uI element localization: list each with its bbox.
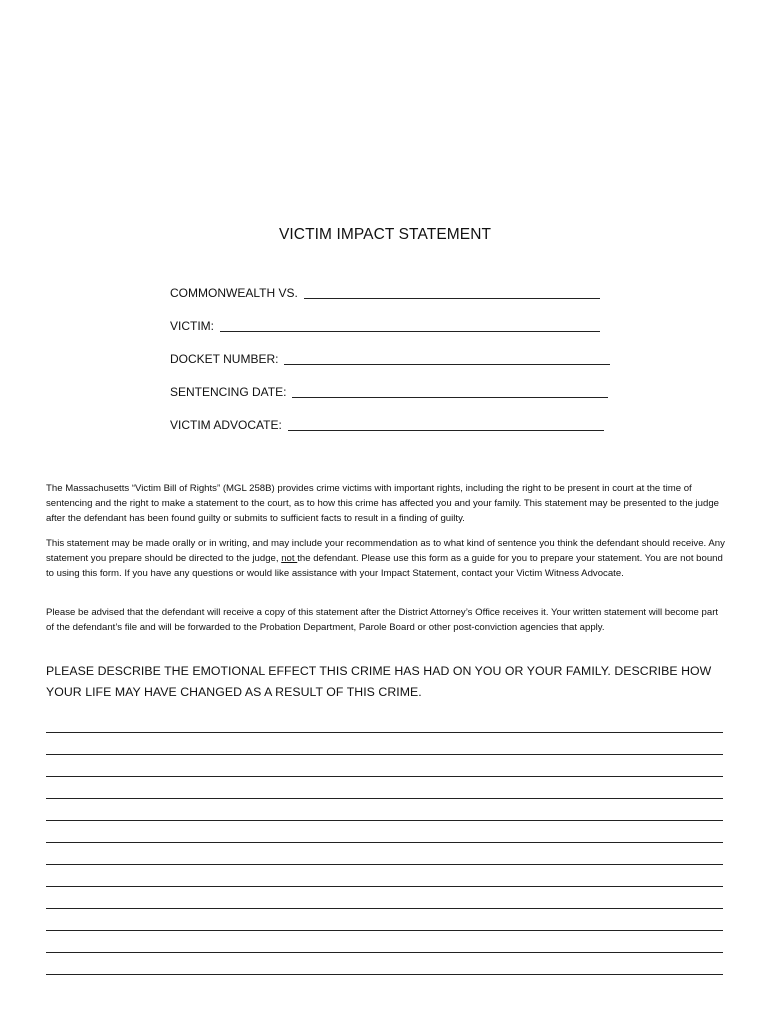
instructions-paragraph	[46, 537, 726, 581]
commonwealth-vs-field	[170, 285, 600, 300]
response-line[interactable]	[46, 798, 723, 799]
emotional-effect-prompt: PLEASE DESCRIBE THE EMOTIONAL EFFECT THIS CRIME HAS HAD ON YOU OR YOUR FAMILY. DESCRIBE HOW YOUR LIFE MAY HAVE CHANGED AS A RESULT OF THIS CRIME.	[46, 664, 712, 699]
response-line[interactable]	[46, 754, 723, 755]
instructions-text-start: This statement may be made orally or in writing, and may include your recommendation as to what kind of sentence you think the defendant should receive. Any statement you prepare should be directed to the judge,	[46, 538, 725, 564]
docket-number-label: DOCKET NUMBER:	[170, 352, 279, 366]
form-title: VICTIM IMPACT STATEMENT	[278, 226, 492, 243]
advisory-paragraph: Please be advised that the defendant will receive a copy of this statement after the District Attorney’s Office receives it. Your written statement will become part of the defendant’s file and will be forwarded to the Probation Department, Parole Board or other post-conviction agencies that apply.	[46, 607, 719, 633]
response-line[interactable]	[46, 974, 723, 975]
response-line[interactable]	[46, 930, 723, 931]
response-lines[interactable]	[46, 732, 723, 996]
victim-advocate-input[interactable]	[288, 417, 604, 431]
docket-number-input[interactable]	[284, 351, 610, 365]
docket-number-field	[170, 351, 610, 366]
response-line[interactable]	[46, 864, 723, 865]
commonwealth-vs-input[interactable]	[304, 285, 600, 299]
response-line[interactable]	[46, 908, 723, 909]
sentencing-date-field	[170, 384, 608, 399]
rights-paragraph: The Massachusetts “Victim Bill of Rights” (MGL 258B) provides crime victims with important rights, including the right to be present in court at the time of sentencing and the right to make a statement to the court, as to how this crime has affected you and your family. This statement may be presented to the judge after the defendant has been found guilty or submits to sufficient facts to result in a finding of guilty.	[46, 483, 720, 524]
sentencing-date-label: SENTENCING DATE:	[170, 385, 287, 399]
response-line[interactable]	[46, 886, 723, 887]
victim-advocate-label: VICTIM ADVOCATE:	[170, 418, 282, 432]
response-line[interactable]	[46, 842, 723, 843]
response-line[interactable]	[46, 820, 723, 821]
commonwealth-vs-label: COMMONWEALTH VS.	[170, 286, 298, 300]
response-line[interactable]	[46, 776, 723, 777]
response-line[interactable]	[46, 732, 723, 733]
instructions-text-end: the defendant. Please use this form as a guide for you to prepare your statement. You are not bound to using this form. If you have any questions or would like assistance with your Impact Statement, contact your Victim Witness Advocate.	[46, 552, 723, 579]
instructions-emphasis: not	[281, 552, 298, 564]
response-line[interactable]	[46, 952, 723, 953]
victim-field	[170, 318, 600, 333]
sentencing-date-input[interactable]	[292, 384, 608, 398]
victim-label: VICTIM:	[170, 319, 214, 333]
victim-advocate-field	[170, 417, 604, 432]
victim-input[interactable]	[220, 318, 600, 332]
